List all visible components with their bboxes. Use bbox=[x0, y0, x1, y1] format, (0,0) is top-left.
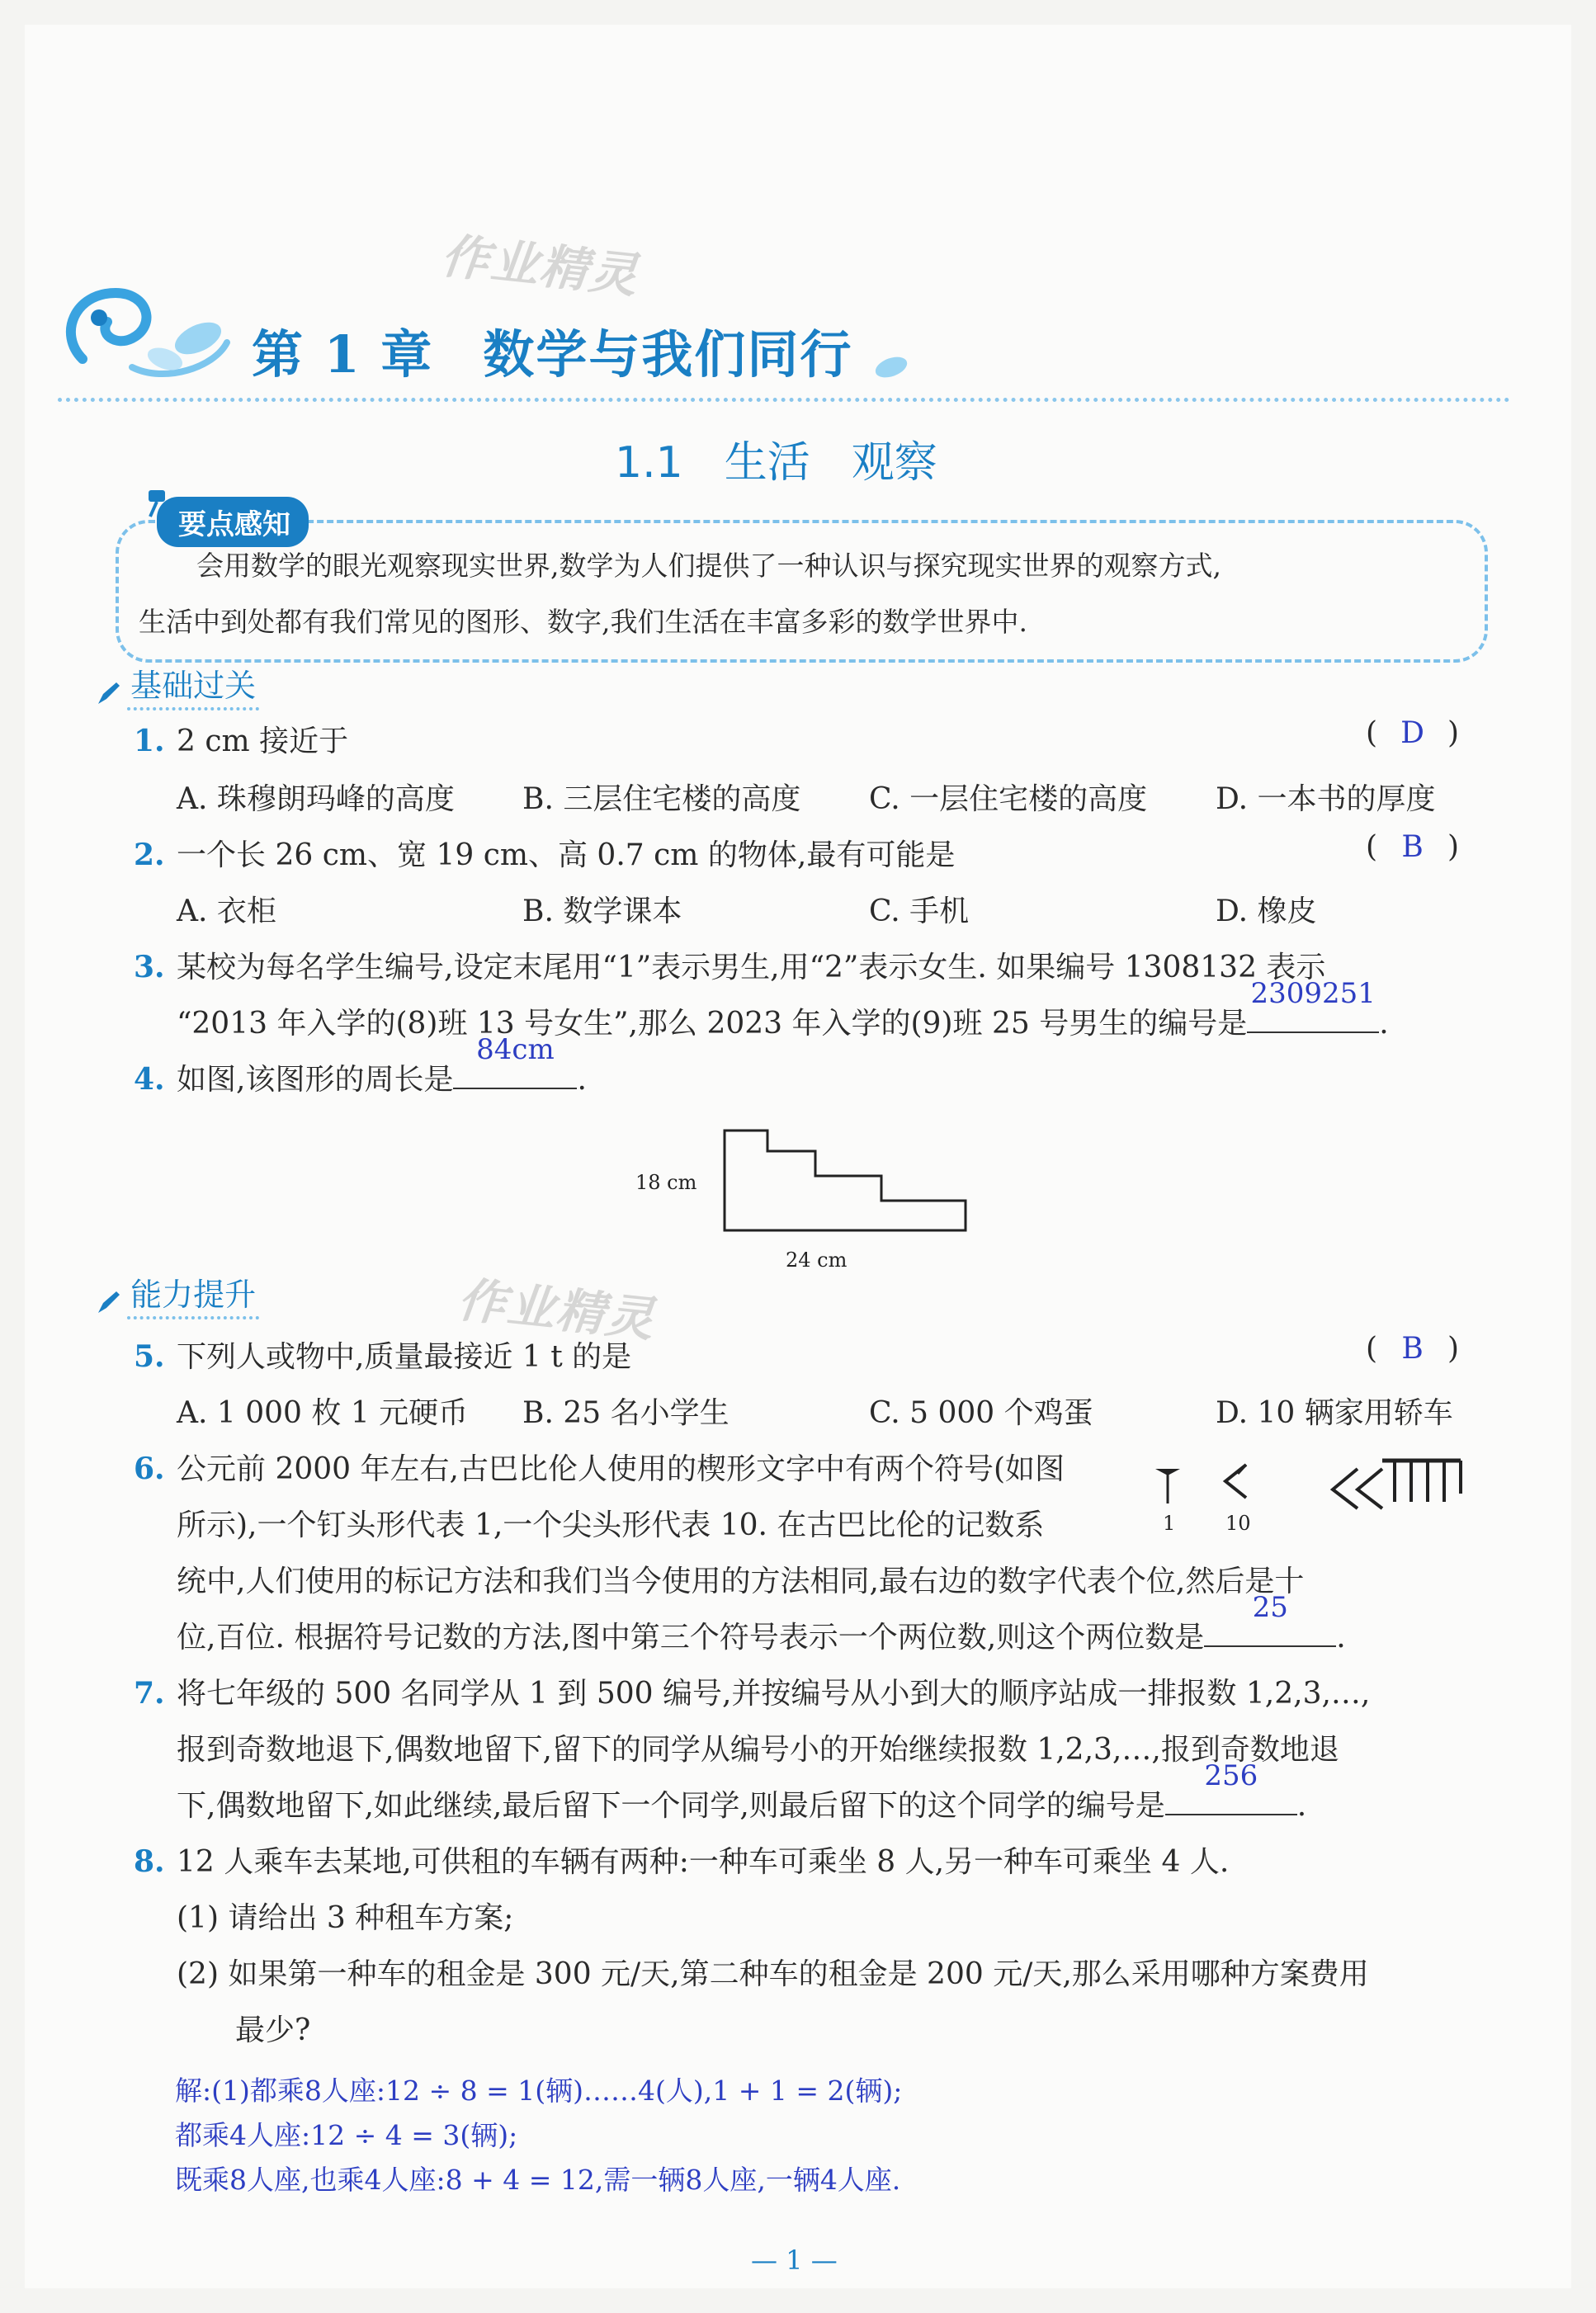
question-2-number: 2. bbox=[134, 838, 165, 872]
question-7-text-1: 将七年级的 500 名同学从 1 到 500 编号,并按编号从小到大的顺序站成一排报数 1,2,3,…, bbox=[177, 1677, 1371, 1711]
solution-line-3: 既乘8人座,也乘4人座:8 + 4 = 12,需一辆8人座,一辆4人座. bbox=[175, 2164, 901, 2196]
basic-heading-text: 基础过关 bbox=[127, 668, 259, 710]
question-1-option-b: B. 三层住宅楼的高度 bbox=[522, 782, 801, 816]
question-3-answer: 2309251 bbox=[1250, 977, 1376, 1010]
question-3-text-1: 某校为每名学生编号,设定末尾用“1”表示男生,用“2”表示女生. 如果编号 1308132 表示 bbox=[177, 951, 1326, 984]
chapter-name: 数学与我们同行 bbox=[483, 324, 853, 385]
key-points-tag: 要点感知 bbox=[157, 497, 309, 547]
chapter-swirl-logo bbox=[50, 260, 248, 392]
question-2-answer-value: B bbox=[1401, 830, 1424, 864]
watermark-2: 作业精灵 bbox=[455, 1271, 659, 1348]
section-title bbox=[615, 427, 937, 489]
section-number: 1.1 bbox=[615, 438, 683, 488]
question-1-number: 1. bbox=[134, 724, 165, 758]
question-7-answer: 256 bbox=[1204, 1759, 1258, 1792]
question-6-text-4: 位,百位. 根据符号记数的方法,图中第三个符号表示一个两位数,则这个两位数是 bbox=[177, 1621, 1205, 1655]
solution-line-1: 解:(1)都乘8人座:12 ÷ 8 = 1(辆)……4(人),1 + 1 = 2(辆); bbox=[175, 2075, 903, 2107]
question-1-option-d: D. 一本书的厚度 bbox=[1216, 782, 1436, 816]
question-1-option-a: A. 珠穆朗玛峰的高度 bbox=[177, 782, 455, 816]
question-7-text-3: 下,偶数地留下,如此继续,最后留下一个同学,则最后留下的这个同学的编号是 bbox=[177, 1789, 1165, 1823]
page bbox=[25, 25, 1571, 2288]
question-1 bbox=[134, 718, 348, 760]
watermark: 作业精灵 bbox=[438, 227, 642, 304]
question-8 bbox=[134, 1839, 1229, 1881]
question-7-line-2: 报到奇数地退下,偶数地留下,留下的同学从编号小的开始继续报数 1,2,3,…,报到奇数地退 bbox=[177, 1733, 1339, 1767]
question-3-blank bbox=[1247, 977, 1379, 1033]
basic-heading bbox=[95, 660, 259, 707]
question-6-line-2: 所示),一个钉头形代表 1,一个尖头形代表 10. 在古巴比伦的记数系 bbox=[177, 1508, 1045, 1542]
key-points-line-1: 会用数学的眼光观察现实世界,数学为人们提供了一种认识与探究现实世界的观察方式, bbox=[196, 550, 1221, 582]
solution-line-2: 都乘4人座:12 ÷ 4 = 3(辆); bbox=[175, 2119, 518, 2151]
question-6-text-1: 公元前 2000 年左右,古巴比伦人使用的楔形文字中有两个符号(如图 bbox=[177, 1452, 1065, 1486]
question-6-answer: 25 bbox=[1252, 1591, 1288, 1624]
question-2-option-b: B. 数学课本 bbox=[522, 895, 682, 928]
staircase-figure bbox=[635, 1118, 982, 1291]
question-2-option-d: D. 橡皮 bbox=[1216, 895, 1317, 928]
chapter-divider bbox=[58, 398, 1510, 402]
chapter-title bbox=[252, 314, 852, 387]
question-8-part-2b: 最少? bbox=[235, 2013, 311, 2047]
question-6-line-3: 统中,人们使用的标记方法和我们当今使用的方法相同,最右边的数字代表个位,然后是十 bbox=[177, 1565, 1305, 1598]
pencil-icon bbox=[95, 1288, 123, 1316]
question-4: 4. 如图,该图形的周长是 84cm . bbox=[134, 1033, 587, 1097]
question-1-answer-value: D bbox=[1400, 716, 1424, 750]
question-5-option-a: A. 1 000 枚 1 元硬币 bbox=[177, 1396, 469, 1430]
question-6-number: 6. bbox=[134, 1452, 165, 1486]
question-6-blank bbox=[1204, 1591, 1336, 1647]
question-7-number: 7. bbox=[134, 1676, 165, 1711]
cuneiform-symbols bbox=[1155, 1444, 1502, 1551]
question-3-number: 3. bbox=[134, 950, 165, 984]
pushpin-icon bbox=[140, 487, 173, 520]
question-5-option-c: C. 5 000 个鸡蛋 bbox=[869, 1396, 1093, 1430]
question-1-option-c: C. 一层住宅楼的高度 bbox=[869, 782, 1148, 816]
page-number: — 1 — bbox=[751, 2245, 838, 2276]
question-5-option-b: B. 25 名小学生 bbox=[522, 1396, 730, 1430]
question-6-line-4: 位,百位. 根据符号记数的方法,图中第三个符号表示一个两位数,则这个两位数是 25 . bbox=[177, 1591, 1346, 1655]
question-4-number: 4. bbox=[134, 1062, 165, 1097]
ability-heading-text: 能力提升 bbox=[127, 1277, 259, 1319]
question-2-option-a: A. 衣柜 bbox=[177, 895, 276, 928]
key-points-line-2: 生活中到处都有我们常见的图形、数字,我们生活在丰富多彩的数学世界中. bbox=[139, 606, 1027, 638]
question-2 bbox=[134, 832, 955, 874]
pencil-icon bbox=[95, 679, 123, 707]
figure-width-label: 24 cm bbox=[786, 1249, 848, 1272]
cuneiform-label-1: 1 bbox=[1163, 1512, 1176, 1535]
question-5-answer: ( B ) bbox=[1366, 1332, 1460, 1366]
question-5 bbox=[134, 1334, 631, 1376]
question-5-text: 下列人或物中,质量最接近 1 t 的是 bbox=[177, 1340, 632, 1374]
question-7-line-3: 下,偶数地留下,如此继续,最后留下一个同学,则最后留下的这个同学的编号是 256 . bbox=[177, 1759, 1307, 1823]
ability-heading bbox=[95, 1269, 259, 1316]
question-4-blank bbox=[453, 1033, 577, 1089]
leaf-icon bbox=[871, 351, 912, 384]
chapter-label: 第 1 章 bbox=[252, 324, 434, 385]
question-2-text: 一个长 26 cm、宽 19 cm、高 0.7 cm 的物体,最有可能是 bbox=[177, 838, 956, 872]
question-8-number: 8. bbox=[134, 1844, 165, 1879]
question-8-text: 12 人乘车去某地,可供租的车辆有两种:一种车可乘坐 8 人,另一种车可乘坐 4 人. bbox=[177, 1845, 1230, 1879]
cuneiform-label-2: 10 bbox=[1225, 1512, 1251, 1535]
question-3-line-2: “2013 年入学的(8)班 13 号女生”,那么 2023 年入学的(9)班 25 号男生的编号是 2309251 . bbox=[177, 977, 1389, 1041]
question-3-line-1 bbox=[134, 944, 1325, 986]
question-3-text-2: “2013 年入学的(8)班 13 号女生”,那么 2023 年入学的(9)班 25 号男生的编号是 bbox=[177, 1007, 1248, 1041]
question-6-line-1 bbox=[134, 1446, 1065, 1488]
question-5-number: 5. bbox=[134, 1339, 165, 1374]
figure-height-label: 18 cm bbox=[635, 1171, 697, 1194]
section-title-a: 生活 bbox=[724, 438, 810, 488]
question-4-text: 如图,该图形的周长是 bbox=[177, 1063, 454, 1097]
question-1-answer: ( D ) bbox=[1366, 716, 1460, 750]
question-4-answer: 84cm bbox=[476, 1033, 555, 1066]
question-2-option-c: C. 手机 bbox=[869, 895, 970, 928]
question-8-part-2a: (2) 如果第一种车的租金是 300 元/天,第二种车的租金是 200 元/天,那么采用哪种方案费用 bbox=[177, 1957, 1369, 1991]
question-2-answer: ( B ) bbox=[1366, 830, 1460, 864]
section-title-b: 观察 bbox=[851, 438, 937, 488]
question-7-blank bbox=[1165, 1759, 1297, 1815]
question-5-option-d: D. 10 辆家用轿车 bbox=[1216, 1396, 1453, 1430]
question-8-part-1: (1) 请给出 3 种租车方案; bbox=[177, 1901, 514, 1935]
question-5-answer-value: B bbox=[1401, 1332, 1424, 1366]
question-7-line-1 bbox=[134, 1670, 1370, 1712]
question-1-text: 2 cm 接近于 bbox=[177, 725, 349, 758]
